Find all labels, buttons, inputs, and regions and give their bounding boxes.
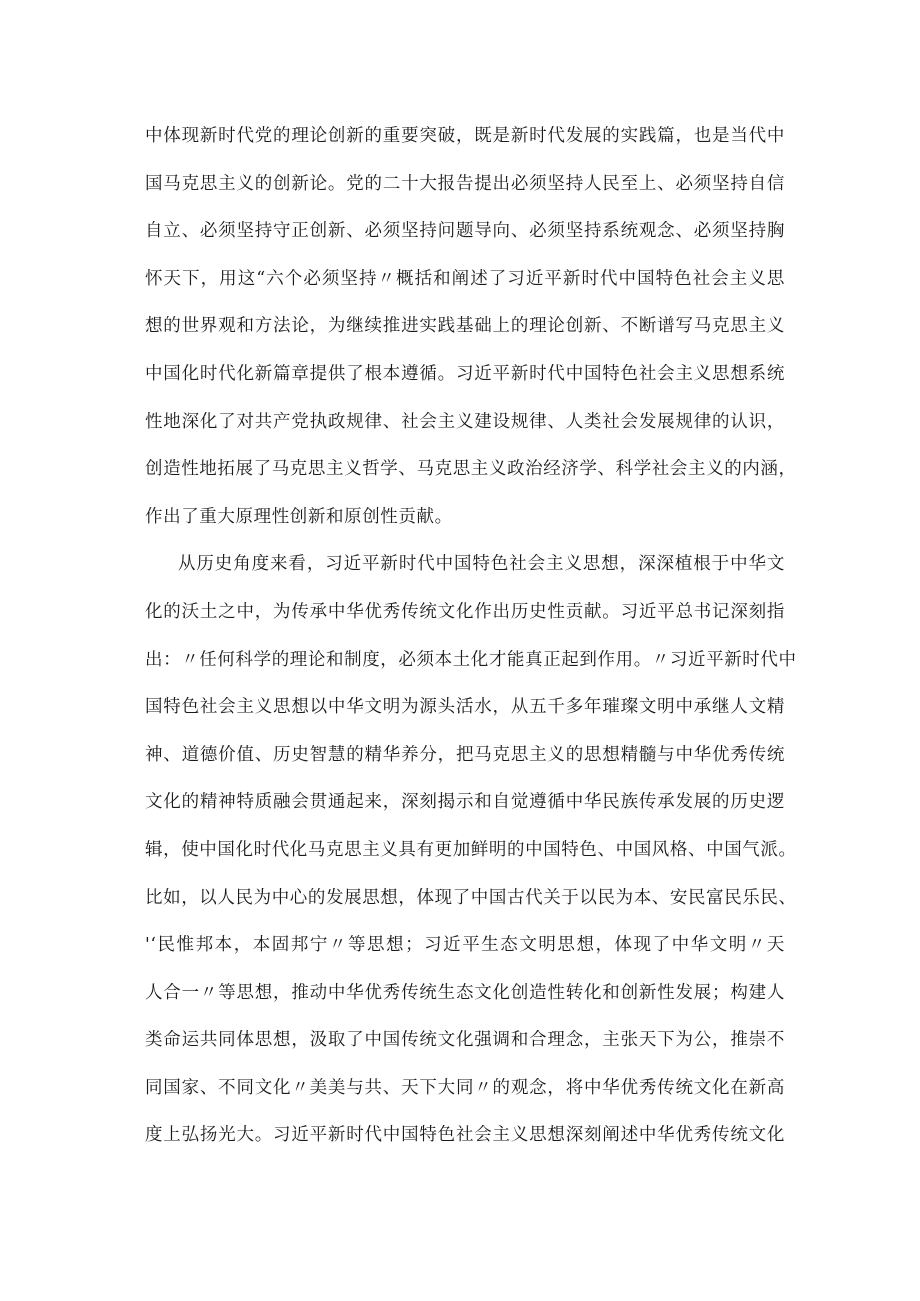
paragraph-1 (145, 113, 797, 541)
paragraph-line: 辑，使中国化时代化马克思主义具有更加鲜明的中国特色、中国风格、中国气派。 (145, 839, 797, 860)
paragraph-line: 创造性地拓展了马克思主义哲学、马克思主义政治经济学、科学社会主义的内涵， (145, 459, 797, 480)
paragraph-line: 国特色社会主义思想以中华文明为源头活水，从五千多年璀璨文明中承继人文精 (145, 697, 785, 718)
document-body (145, 113, 797, 1160)
paragraph-line: 中国化时代化新篇章提供了根本遵循。习近平新时代中国特色社会主义思想系统 (145, 363, 785, 384)
paragraph-line: 作出了重大原理性创新和原创性贡献。 (145, 506, 453, 527)
paragraph-line: 度上弘扬光大。习近平新时代中国特色社会主义思想深刻阐述中华优秀传统文化 (145, 1125, 785, 1146)
paragraph-line: 出：〃任何科学的理论和制度，必须本土化才能真正起到作用。〃习近平新时代中 (145, 649, 797, 670)
paragraph-line: 神、道德价值、历史智慧的精华养分，把马克思主义的思想精髓与中华优秀传统 (145, 744, 785, 765)
paragraph-line: 性地深化了对共产党执政规律、社会主义建设规律、人类社会发展规律的认识， (145, 411, 785, 432)
paragraph-line: 文化的精神特质融会贯通起来，深刻揭示和自觉遵循中华民族传承发展的历史逻 (145, 792, 785, 813)
paragraph-line: 中体现新时代党的理论创新的重要突破，既是新时代发展的实践篇，也是当代中 (145, 126, 785, 146)
paragraph-line: 化的沃土之中，为传承中华优秀传统文化作出历史性贡献。习近平总书记深刻指 (145, 601, 785, 622)
paragraph-line: 人合一〃等思想，推动中华优秀传统生态文化创造性转化和创新性发展；构建人 (145, 982, 785, 1003)
paragraph-line: '‘民惟邦本，本固邦宁〃等思想；习近平生态文明思想，体现了中华文明〃天 (145, 935, 785, 956)
paragraph-line: 想的世界观和方法论，为继续推进实践基础上的理论创新、不断谱写马克思主义 (145, 316, 785, 337)
paragraph-line: 同国家、不同文化〃美美与共、天下大同〃的观念，将中华优秀传统文化在新高 (145, 1077, 785, 1098)
paragraph-line: 比如，以人民为中心的发展思想，体现了中国古代关于以民为本、安民富民乐民、 (145, 887, 797, 908)
paragraph-line: 自立、必须坚持守正创新、必须坚持问题导向、必须坚持系统观念、必须坚持胸 (145, 221, 785, 242)
paragraph-2 (145, 541, 797, 1160)
paragraph-line: 从历史角度来看，习近平新时代中国特色社会主义思想，深深植根于中华文 (178, 554, 785, 575)
paragraph-line: 怀天下，用这“六个必须坚持〃概括和阐述了习近平新时代中国特色社会主义思 (145, 268, 785, 289)
paragraph-line: 类命运共同体思想，汲取了中国传统文化强调和合理念，主张天下为公，推崇不 (145, 1030, 785, 1051)
paragraph-line: 国马克思主义的创新论。党的二十大报告提出必须坚持人民至上、必须坚持自信 (145, 173, 785, 194)
